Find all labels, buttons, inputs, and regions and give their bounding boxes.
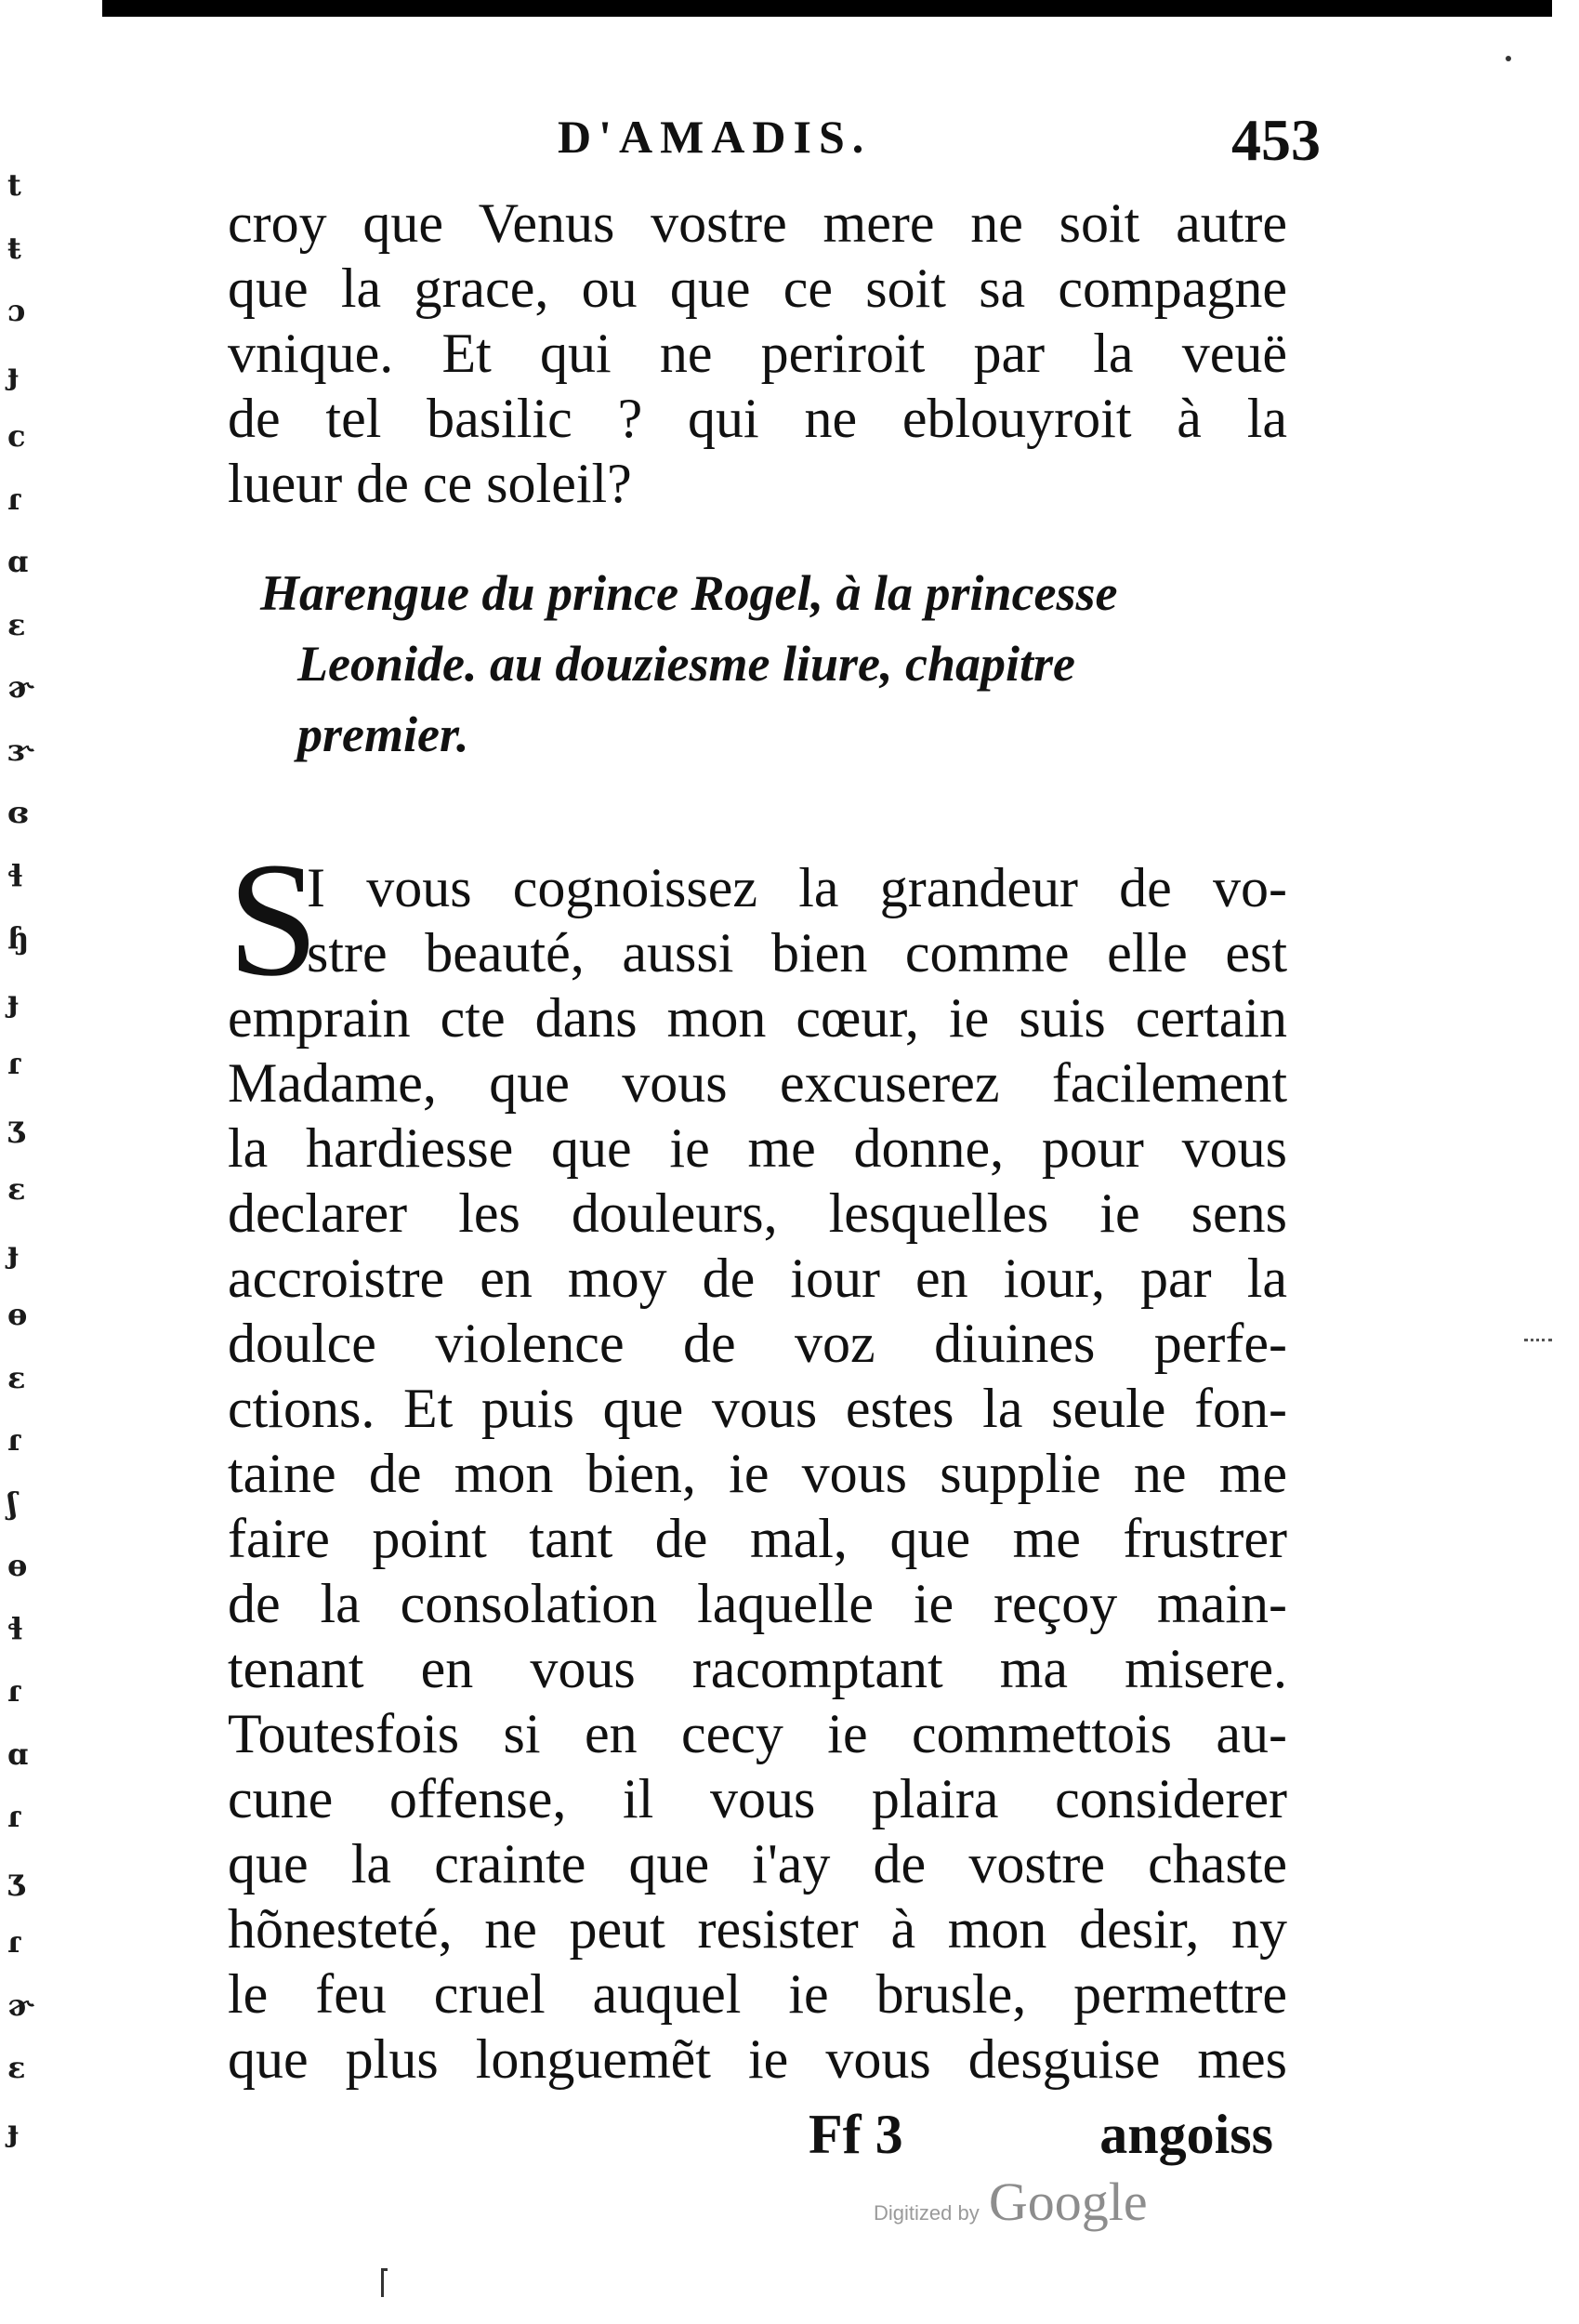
- page-number: 453: [1231, 107, 1321, 173]
- footer-catchline: [809, 2103, 1273, 2167]
- text-line: Toutesfois si en cecy ie commettois au-: [228, 1703, 1287, 1764]
- heading-line: Leonide. au douziesme liure, chapitre: [297, 636, 1075, 692]
- text-line: accroistre en moy de iour en iour, par la: [228, 1248, 1287, 1309]
- scan-speck: [381, 2268, 388, 2297]
- gutter-glyph: ɚ: [7, 1987, 35, 2023]
- text-line: que la crainte que i'ay de vostre chaste: [228, 1833, 1287, 1895]
- gutter-glyph: c: [7, 418, 26, 454]
- text-line: le feu cruel auquel ie brusle, permettre: [228, 1963, 1287, 2025]
- text-line: que la grace, ou que ce soit sa compagne: [228, 257, 1287, 319]
- gutter-glyph: ʒ: [7, 1862, 25, 1897]
- gutter-glyph: ɾ: [7, 1046, 21, 1081]
- gutter-glyph: ɾ: [7, 1799, 21, 1834]
- watermark-brand: Google: [988, 2172, 1148, 2232]
- heading-line: premier.: [297, 706, 469, 762]
- gutter-glyph: ɑ: [7, 1736, 29, 1772]
- gutter-glyph: ɚ: [7, 669, 35, 705]
- drop-cap: S: [228, 829, 319, 1010]
- scan-speck: [1524, 1339, 1552, 1345]
- text-line: croy que Venus vostre mere ne soit autre: [228, 192, 1287, 254]
- text-line: doulce violence de voz diuines perfe-: [228, 1313, 1287, 1374]
- watermark-prefix: Digitized by: [874, 2201, 980, 2225]
- scan-top-edge: [102, 0, 1552, 24]
- text-line: taine de mon bien, ie vous supplie ne me: [228, 1443, 1287, 1504]
- text-line: hõnesteté, ne peut resister à mon desir, ny: [228, 1898, 1287, 1960]
- signature-mark: Ff 3: [809, 2104, 903, 2165]
- gutter-glyph: ɞ: [7, 795, 29, 830]
- gutter-bleed-through: [0, 167, 48, 2305]
- gutter-glyph: ŧ: [7, 231, 21, 266]
- gutter-glyph: ɧ: [7, 920, 30, 956]
- gutter-glyph: ɟ: [7, 2113, 20, 2148]
- text-line: de tel basilic ? qui ne eblouyroit à la: [228, 388, 1287, 449]
- text-line: ctions. Et puis que vous estes la seule fon-: [228, 1378, 1287, 1439]
- text-line: faire point tant de mal, que me frustrer: [228, 1508, 1287, 1569]
- text-line: Madame, que vous excuserez facilement: [228, 1052, 1287, 1114]
- gutter-glyph: ɟ: [7, 984, 20, 1019]
- text-line: declarer les douleurs, lesquelles ie sens: [228, 1182, 1287, 1244]
- text-line: la hardiesse que ie me donne, pour vous: [228, 1117, 1287, 1179]
- gutter-glyph: ɛ: [7, 1171, 26, 1207]
- text-line: I vous cognoissez la grandeur de vo-: [307, 857, 1287, 918]
- text-line: tenant en vous racomptant ma misere.: [228, 1638, 1287, 1699]
- digitization-watermark: [874, 2171, 1148, 2233]
- text-line: emprain cte dans mon cœur, ie suis certain: [228, 987, 1287, 1049]
- gutter-glyph: ɾ: [7, 1422, 21, 1458]
- gutter-glyph: ɵ: [7, 1297, 28, 1332]
- gutter-glyph: ɾ: [7, 1924, 21, 1960]
- gutter-glyph: ɾ: [7, 1673, 21, 1709]
- gutter-glyph: ɬ: [7, 1611, 23, 1646]
- text-line: stre beauté, aussi bien comme elle est: [307, 922, 1287, 984]
- top-paragraph: [228, 191, 1287, 516]
- gutter-glyph: ɛ: [7, 2050, 26, 2085]
- text-line: de la consolation laquelle ie reçoy main-: [228, 1573, 1287, 1634]
- gutter-glyph: ɔ: [7, 293, 26, 328]
- gutter-glyph: ɟ: [7, 1235, 20, 1270]
- scan-speck: [1506, 56, 1511, 61]
- section-heading: [260, 558, 1264, 770]
- running-head: D'AMADIS.: [558, 111, 872, 163]
- text-line: que plus longuemẽt ie vous desguise mes: [228, 2028, 1287, 2090]
- gutter-glyph: ɵ: [7, 1548, 28, 1583]
- gutter-glyph: ɛ: [7, 1360, 26, 1395]
- gutter-glyph: ɾ: [7, 482, 21, 517]
- text-line: cune offense, il vous plaira considerer: [228, 1768, 1287, 1829]
- body-paragraph: [228, 855, 1287, 2092]
- gutter-glyph: ɑ: [7, 544, 29, 579]
- gutter-glyph: ɬ: [7, 858, 23, 893]
- text-line: lueur de ce soleil?: [228, 453, 632, 514]
- catchword: angoiss: [1099, 2104, 1273, 2165]
- gutter-glyph: t: [7, 167, 21, 203]
- heading-line: Harengue du prince Rogel, à la princesse: [260, 565, 1118, 621]
- gutter-glyph: ʃ: [7, 1486, 18, 1521]
- gutter-glyph: ɟ: [7, 356, 20, 391]
- gutter-glyph: ʒ: [7, 1109, 25, 1144]
- gutter-glyph: ɛ: [7, 607, 26, 642]
- text-line: vnique. Et qui ne periroit par la veuë: [228, 323, 1287, 384]
- gutter-glyph: ɝ: [7, 733, 35, 768]
